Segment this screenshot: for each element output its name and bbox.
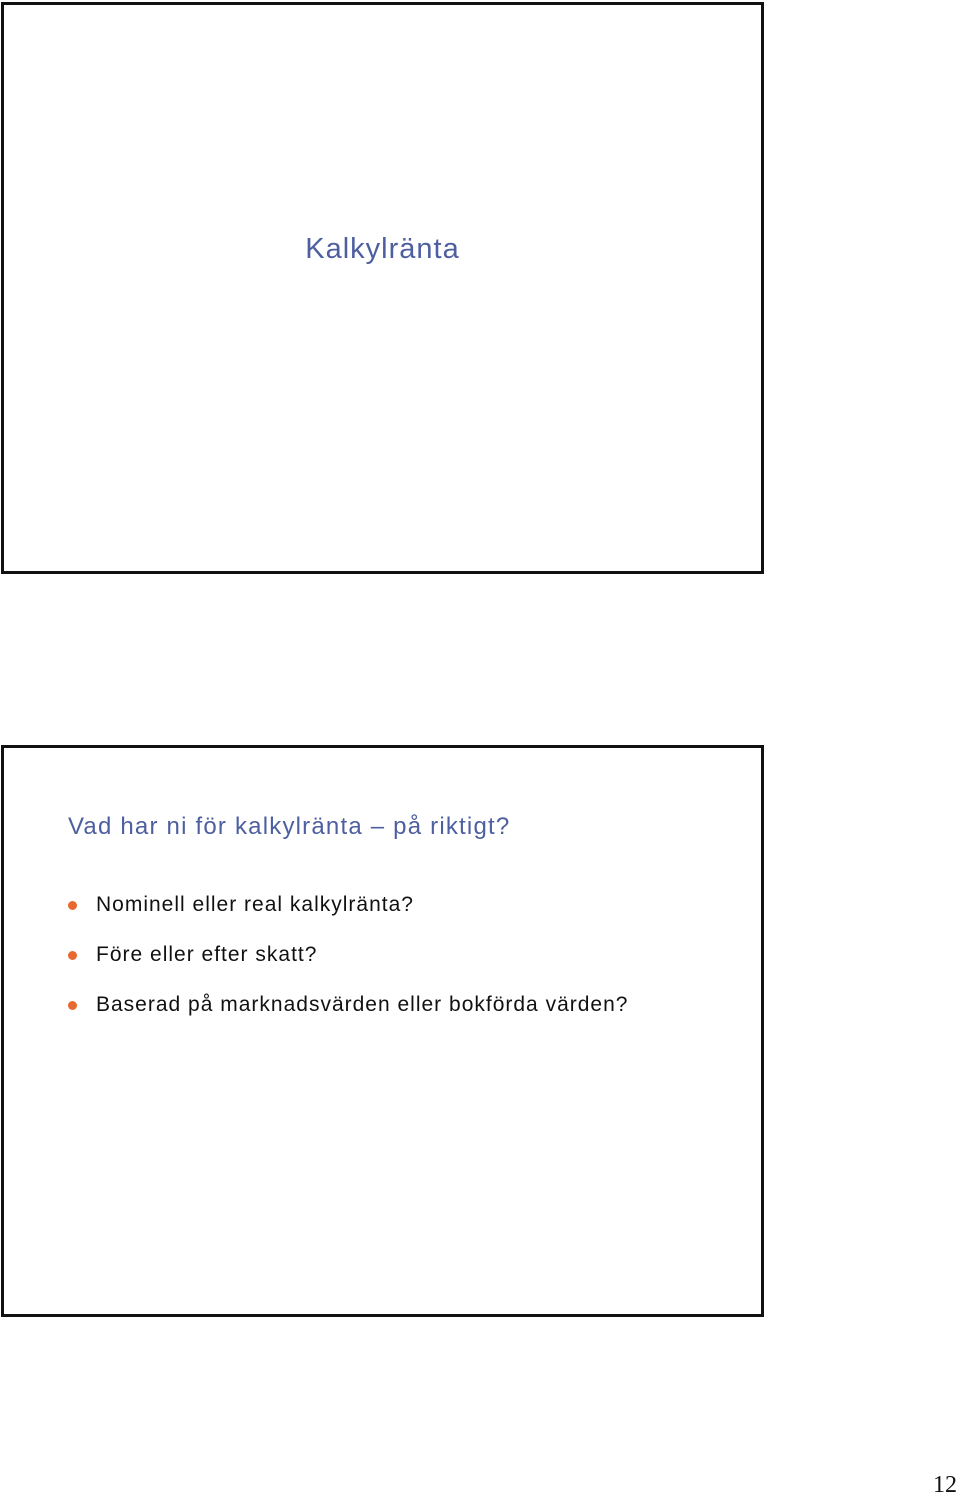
bullet-item <box>68 880 628 930</box>
bullet-text: Baserad på marknadsvärden eller bokförda värden? <box>96 993 629 1016</box>
slide-1-title: Kalkylränta <box>305 233 460 265</box>
slide-2-title: Vad har ni för kalkylränta – på riktigt? <box>68 813 511 840</box>
bullet-text: Nominell eller real kalkylränta? <box>96 893 414 916</box>
bullet-item <box>68 930 628 980</box>
bullet-dot-icon <box>68 951 77 960</box>
bullet-list <box>68 880 628 1030</box>
bullet-dot-icon <box>68 901 77 910</box>
bullet-text: Före eller efter skatt? <box>96 943 318 966</box>
page-number: 12 <box>933 1472 957 1498</box>
slide-2 <box>1 745 764 1317</box>
slide-1 <box>1 2 764 574</box>
bullet-item <box>68 980 628 1030</box>
bullet-dot-icon <box>68 1001 77 1010</box>
